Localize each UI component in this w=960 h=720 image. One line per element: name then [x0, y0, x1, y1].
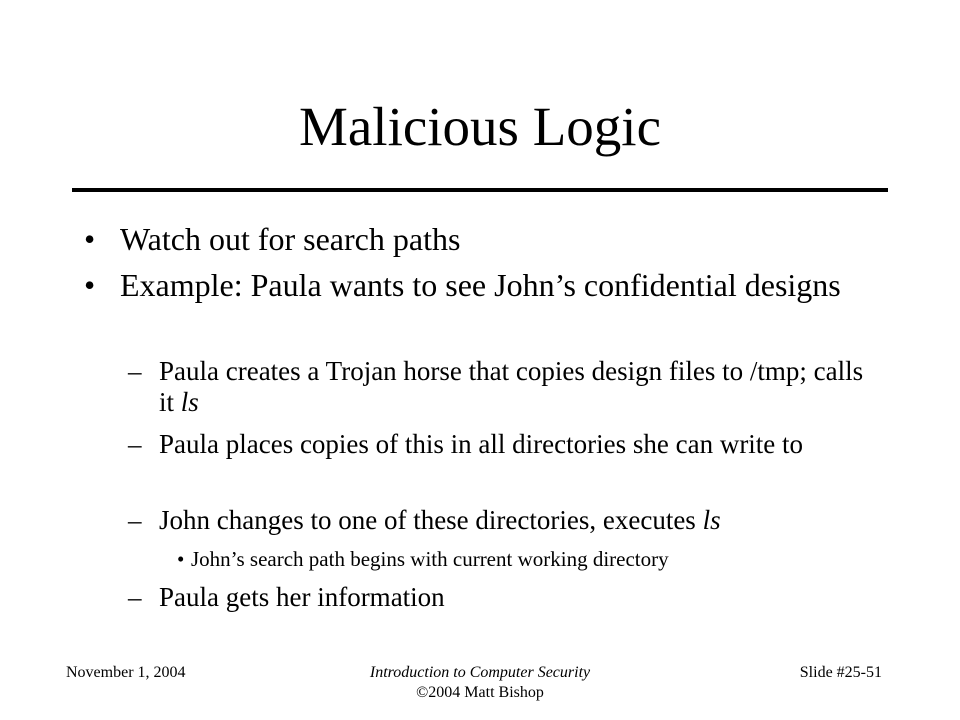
- command-name: ls: [180, 387, 199, 417]
- footer-slide-number: Slide #25-51: [799, 664, 882, 681]
- sub-bullet-text: [159, 505, 868, 536]
- bullet-marker: •: [84, 267, 96, 303]
- sub-bullet-text: [159, 356, 868, 418]
- footer-date: November 1, 2004: [66, 664, 186, 681]
- bullet-text: Example: Paula wants to see John’s confidential designs: [120, 267, 841, 303]
- footer-copyright: ©2004 Matt Bishop: [416, 684, 544, 701]
- sub-sub-bullet-text: John’s search path begins with current working directory: [191, 547, 669, 571]
- command-name: ls: [702, 505, 721, 535]
- footer-course-title: Introduction to Computer Security: [369, 664, 591, 681]
- sub-bullet-text-part: Paula creates a Trojan horse that copies design files to /tmp; calls it: [159, 356, 864, 417]
- sub-bullet-text: Paula places copies of this in all directories she can write to: [159, 429, 804, 459]
- sub-bullet-text: Paula gets her information: [159, 582, 445, 612]
- dash-marker: –: [128, 429, 142, 459]
- dash-marker: –: [128, 356, 142, 386]
- slide-title: Malicious Logic: [298, 96, 661, 157]
- dash-marker: –: [128, 582, 142, 612]
- title-divider: [72, 188, 888, 192]
- bullet-text: Watch out for search paths: [120, 221, 461, 257]
- sub-bullet-text-part: John changes to one of these directories, executes: [159, 505, 703, 535]
- dash-marker: –: [128, 505, 142, 535]
- bullet-marker: •: [177, 547, 185, 571]
- bullet-marker: •: [84, 221, 96, 257]
